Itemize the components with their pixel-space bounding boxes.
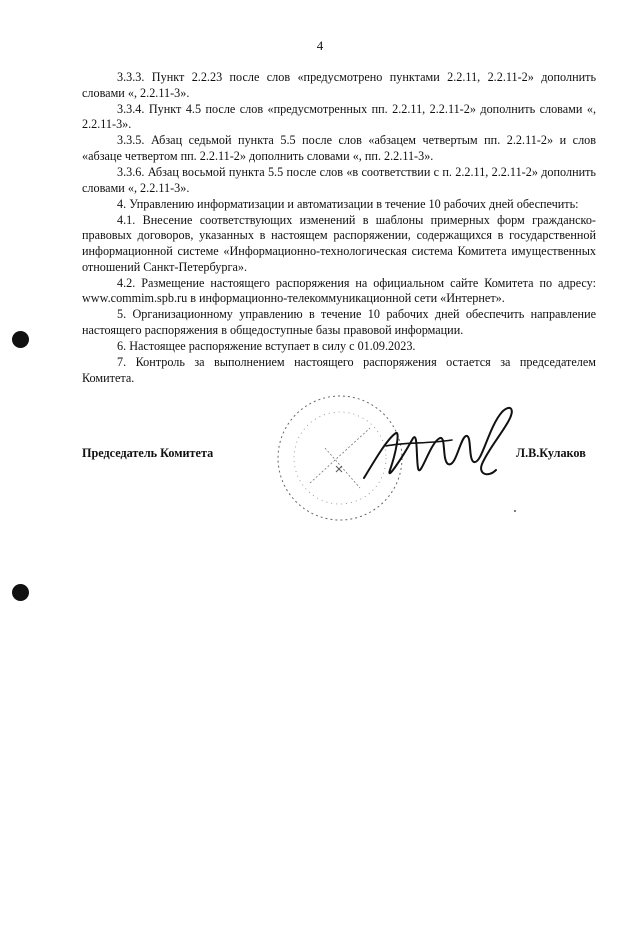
paragraph-3-3-4: 3.3.4. Пункт 4.5 после слов «предусмотренных пп. 2.2.11, 2.2.11-2» дополнить словами «, 2.2.11-3».: [82, 101, 596, 132]
paragraph-6: 6. Настоящее распоряжение вступает в силу с 01.09.2023.: [117, 339, 416, 354]
paragraph-4-2: 4.2. Размещение настоящего распоряжения на официальном сайте Комитета по адресу: www.commim.spb.ru в информационно-телекоммуникационной сети «Интернет».: [82, 275, 596, 306]
scan-speck: [514, 510, 516, 512]
document-body: [82, 70, 596, 387]
paragraph-5: 5. Организационному управлению в течение 10 рабочих дней обеспечить направление настоящего распоряжения в общедоступные базы правовой информации.: [82, 307, 596, 337]
signatory-name: Л.В.Кулаков: [516, 446, 586, 460]
punch-hole-top: [12, 331, 29, 348]
paragraph-3-3-5: 3.3.5. Абзац седьмой пункта 5.5 после слов «абзацем четвертым пп. 2.2.11-2» и слов «абзаце четвертом пп. 2.2.11-2» дополнить словами «, пп. 2.2.11-3».: [82, 133, 596, 163]
paragraph-3-3-6: 3.3.6. Абзац восьмой пункта 5.5 после слов «в соответствии с п. 2.2.11, 2.2.11-2» дополнить словами «, 2.2.11-3».: [82, 165, 596, 195]
page-number: 4: [316, 38, 324, 53]
paragraph-4-1: 4.1. Внесение соответствующих изменений в шаблоны примерных форм гражданско-правовых договоров, указанных в настоящем распоряжении, содержащихся в государственной информационной системе «Информационно-технологическая система Комитета имущественных отношений Санкт-Петербурга».: [82, 212, 596, 274]
paragraph-3-3-3: 3.3.3. Пункт 2.2.23 после слов «предусмотрено пунктами 2.2.11, 2.2.11-2» дополнить словами «, 2.2.11-3».: [82, 70, 596, 100]
paragraph-4: 4. Управлению информатизации и автоматизации в течение 10 рабочих дней обеспечить:: [117, 196, 579, 211]
signatory-title: Председатель Комитета: [82, 446, 214, 460]
punch-hole-bottom: [12, 584, 29, 601]
handwritten-signature: [356, 398, 526, 493]
paragraph-7: 7. Контроль за выполнением настоящего распоряжения остается за председателем Комитета.: [82, 355, 596, 385]
